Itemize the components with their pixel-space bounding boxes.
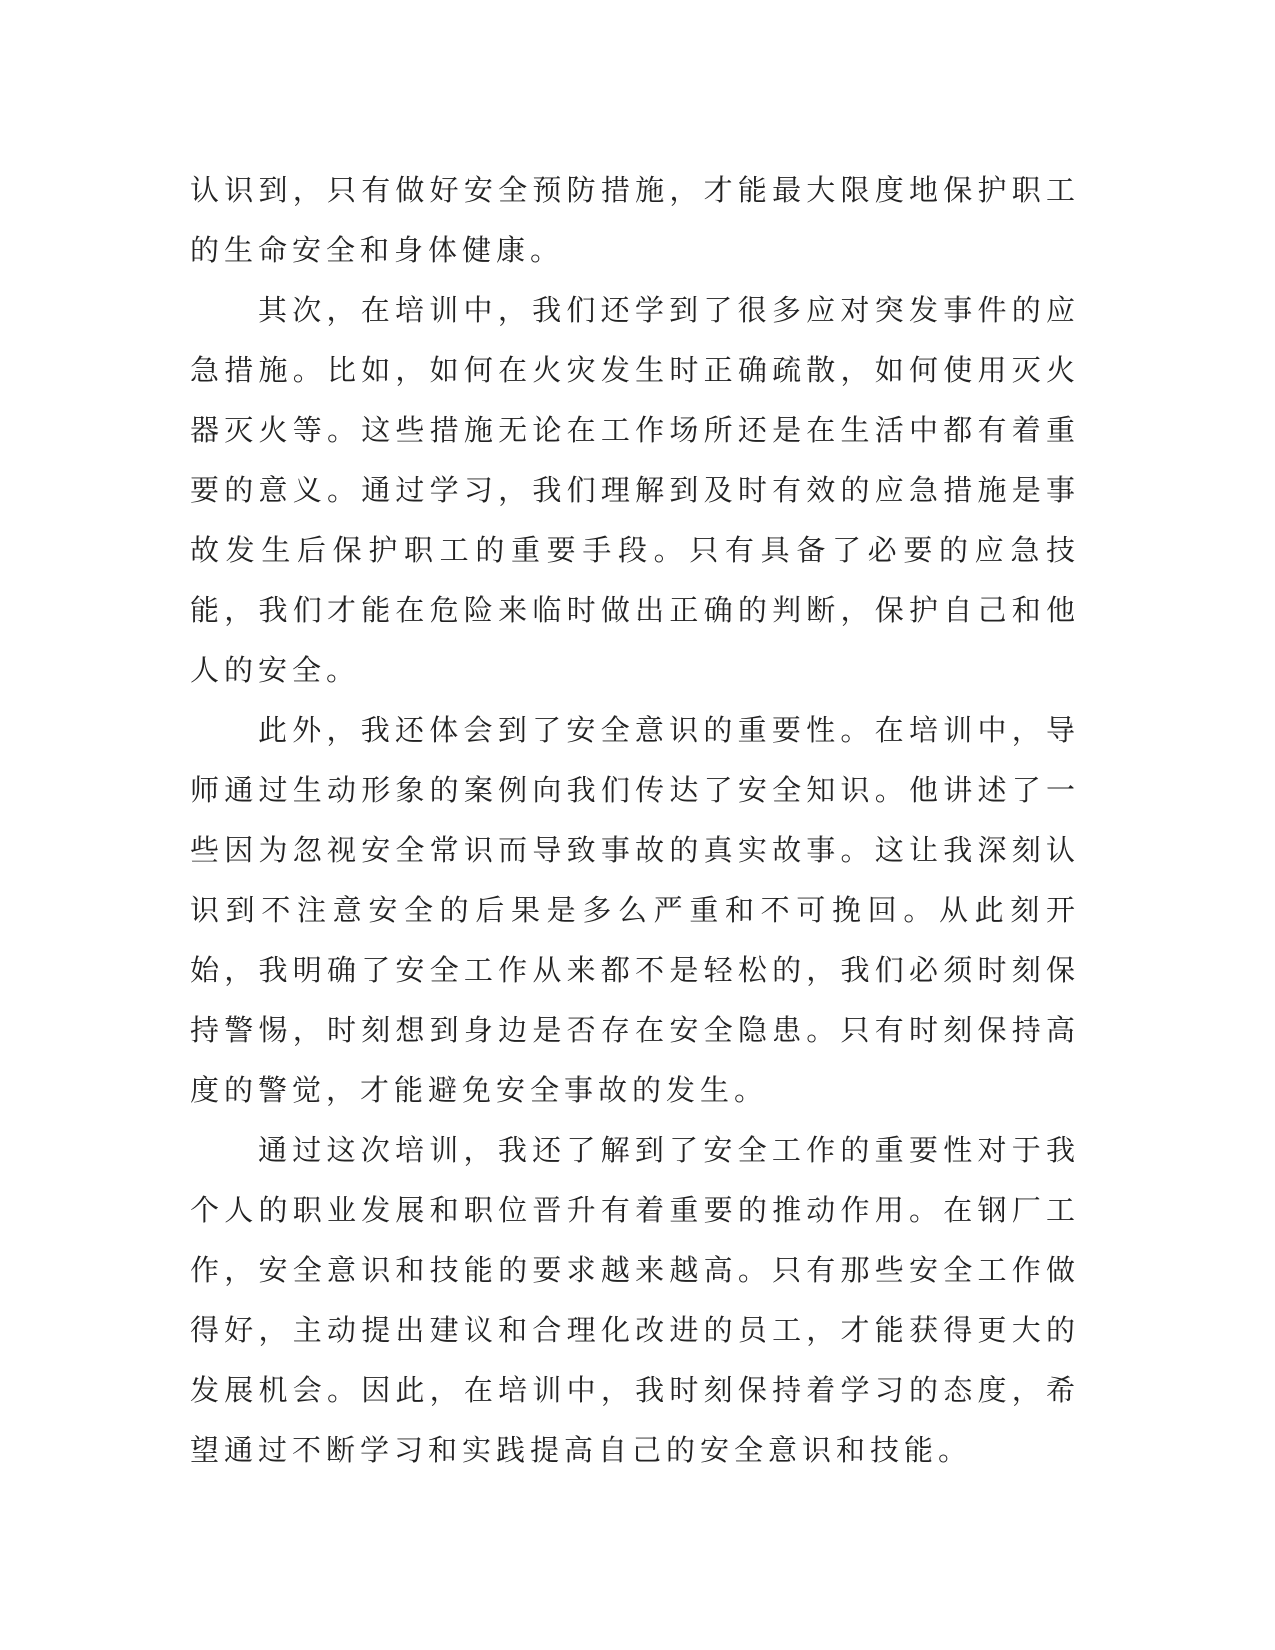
paragraph-safety-awareness: 此外，我还体会到了安全意识的重要性。在培训中，导师通过生动形象的案例向我们传达了安全知识。他讲述了一些因为忽视安全常识而导致事故的真实故事。这让我深刻认识到不注意安全的后果是多么严重和不可挽回。从此刻开始，我明确了安全工作从来都不是轻松的，我们必须时刻保持警惕，时刻想到身边是否存在安全隐患。只有时刻保持高度的警觉，才能避免安全事故的发生。	[190, 713, 1080, 1107]
paragraph-emergency-measures: 其次，在培训中，我们还学到了很多应对突发事件的应急措施。比如，如何在火灾发生时正确疏散，如何使用灭火器灭火等。这些措施无论在工作场所还是在生活中都有着重要的意义。通过学习，我们理解到及时有效的应急措施是事故发生后保护职工的重要手段。只有具备了必要的应急技能，我们才能在危险来临时做出正确的判断，保护自己和他人的安全。	[190, 293, 1080, 687]
document-body	[190, 160, 1080, 1480]
paragraph-career-development: 通过这次培训，我还了解到了安全工作的重要性对于我个人的职业发展和职位晋升有着重要的推动作用。在钢厂工作，安全意识和技能的要求越来越高。只有那些安全工作做得好，主动提出建议和合理化改进的员工，才能获得更大的发展机会。因此，在培训中，我时刻保持着学习的态度，希望通过不断学习和实践提高自己的安全意识和技能。	[190, 1133, 1080, 1467]
paragraph-continuation: 认识到，只有做好安全预防措施，才能最大限度地保护职工的生命安全和身体健康。	[190, 173, 1080, 267]
